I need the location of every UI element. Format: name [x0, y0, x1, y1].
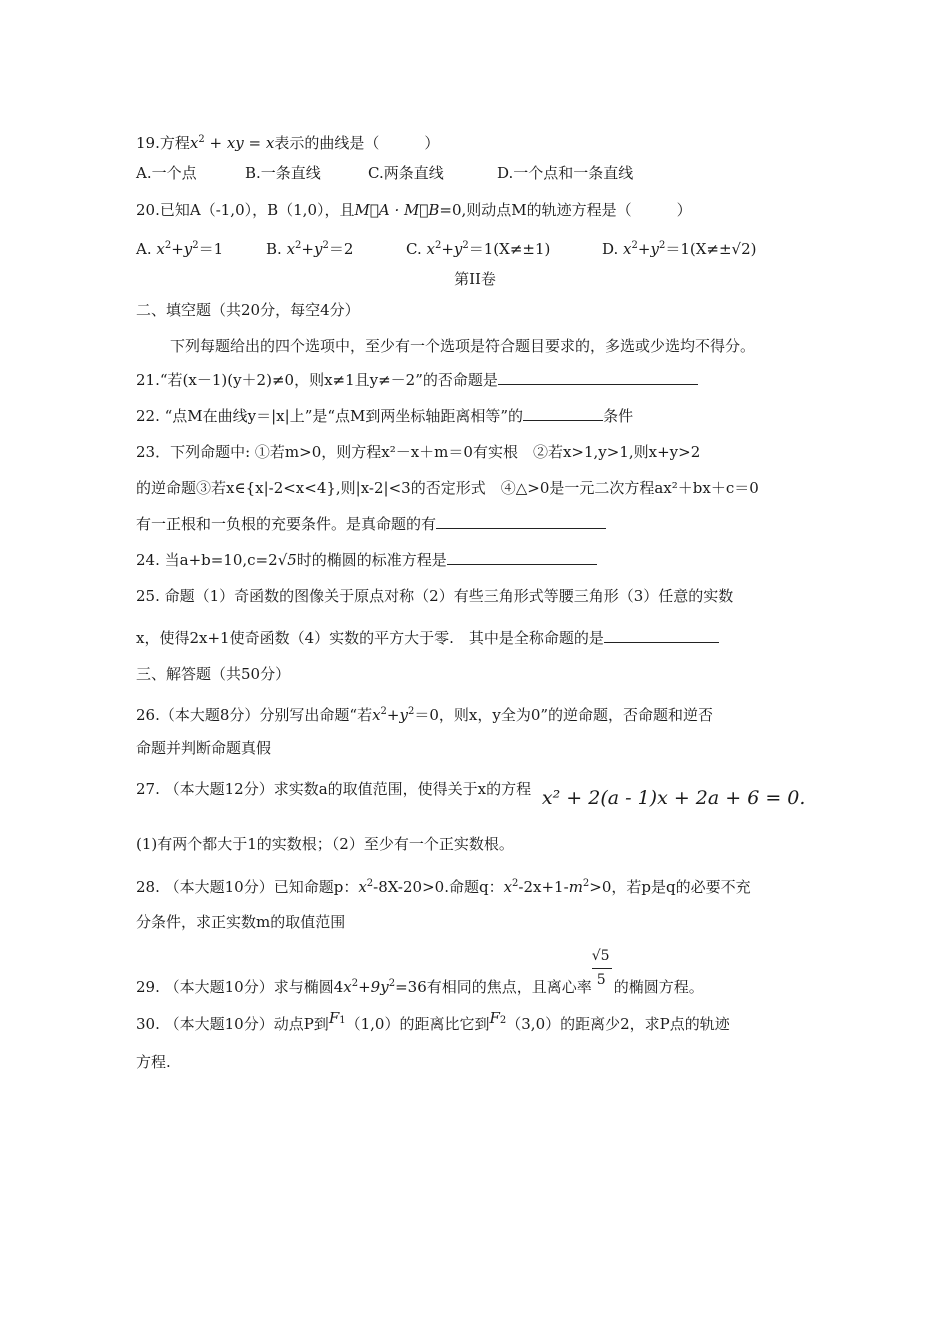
q20-stem [136, 200, 692, 220]
q19-option-a: A.一个点 [136, 164, 197, 182]
q24-sqrt5: √5 [277, 551, 297, 569]
q30-text-end: （3,0）的距离少2，求P点的轨迹 [506, 1015, 730, 1033]
q28-line-2: 分条件，求正实数m的取值范围 [136, 913, 346, 931]
q29-fraction [591, 948, 614, 992]
q30-text-mid: （1,0）的距离比它到 [345, 1015, 490, 1033]
q27-text: 27. （本大题12分）求实数a的取值范围，使得关于x的方程 [136, 780, 532, 798]
q27-line-2: (1)有两个都大于1的实数根；（2）至少有一个正实数根。 [136, 835, 514, 853]
q30-line-2: 方程. [136, 1053, 171, 1071]
q20-option-a: A. $x^2+y^2=1$ [136, 240, 224, 258]
section-answer-heading: 三、解答题（共50分） [136, 665, 291, 683]
q26-line-2: 命题并判断命题真假 [136, 739, 272, 757]
q25-text: x，使得2x+1使奇函数（4）实数的平方大于零. 其中是全称命题的是 [136, 629, 604, 647]
section-fill-in-note: 下列每题给出的四个选项中，至少有一个选项是符合题目要求的，多选或少选均不得分。 [170, 337, 756, 355]
q29-fraction-denominator: 5 [596, 972, 606, 988]
q19-option-c: C.两条直线 [368, 164, 444, 182]
q19-option-b: B.一条直线 [245, 164, 321, 182]
q26-equation: $x^2+y^2$ [372, 706, 415, 724]
q29-fraction-numerator: √5 [591, 948, 610, 964]
q21-answer-blank[interactable] [498, 370, 698, 385]
q23-text: 有一正根和一负根的充要条件。是真命题的有 [136, 515, 437, 533]
q25-line-1: 25. 命题（1）奇函数的图像关于原点对称（2）有些三角形式等腰三角形（3）任意的实数 [136, 587, 734, 605]
q23-line-2: 的逆命题③若x∈{x|-2<x<4},则|x-2|<3的否定形式 ④△>0是一元二次方程ax²＋bx＋c＝0 [136, 479, 759, 497]
q28-text-end: >0，若p是q的必要不充 [589, 878, 751, 896]
q22-answer-blank[interactable] [523, 406, 603, 421]
q28-text-mid-2: -2x+1- [518, 878, 569, 896]
q22-text-end: 条件 [603, 407, 634, 425]
q19-stem [136, 130, 439, 153]
q29 [136, 948, 704, 997]
q30-line-1 [136, 1009, 730, 1037]
q24 [136, 550, 597, 570]
q20-vector-product: M⃗A · M⃗B [354, 201, 440, 219]
q28-x-squared: $x^2$ [358, 878, 374, 896]
q20-text: 20.已知A（-1,0），B（1,0），且 [136, 201, 355, 219]
q28-text-mid: -8X-20>0.命题q： [373, 878, 504, 896]
q20-option-d: D. $x^2+y^2=1(X\ne\pm√2)$ [602, 240, 757, 258]
section-fill-in-heading: 二、填空题（共20分，每空4分） [136, 301, 360, 319]
q25-answer-blank[interactable] [604, 628, 719, 643]
q19-options [136, 163, 634, 183]
q30-f1: F1 [328, 1009, 346, 1027]
q26-line-1 [136, 702, 713, 725]
q26-text-end: ＝0，则x，y全为0”的逆命题，否命题和逆否 [414, 706, 714, 724]
q24-text: 24. 当a+b=10,c=2 [136, 551, 278, 569]
q25-line-2 [136, 628, 719, 648]
q30-text: 30. （本大题10分）动点P到 [136, 1015, 329, 1033]
q29-text-mid: =36有相同的焦点，且离心率 [395, 978, 592, 996]
q22 [136, 406, 633, 426]
q20-option-b: B. $x^2+y^2=2$ [266, 240, 354, 258]
q28-x-squared-2: $x^2$ [503, 878, 519, 896]
q29-fraction-bar [592, 968, 612, 969]
q19-number: 19. [136, 134, 160, 152]
q24-answer-blank[interactable] [447, 550, 597, 565]
q30-f2: F2 [489, 1009, 507, 1027]
q28-text: 28. （本大题10分）已知命题p： [136, 878, 359, 896]
q27-line-1 [136, 778, 806, 809]
q28-m-squared: $m^2$ [568, 878, 590, 896]
q29-ellipse-terms: $x^2+9y^2$ [343, 978, 396, 996]
q28-line-1 [136, 874, 751, 897]
q24-text-end: 时的椭圆的标准方程是 [296, 551, 447, 569]
q21 [136, 370, 698, 390]
volume-ii-heading: 第II卷 [454, 270, 496, 288]
q29-text-end: 的椭圆方程。 [613, 978, 704, 996]
q23-answer-blank[interactable] [436, 514, 606, 529]
q19-equation: $x^2$ + xy = x [189, 134, 275, 152]
q19-text-end: 表示的曲线是（ ） [274, 134, 440, 152]
q19-text: 方程 [159, 134, 190, 152]
q20-options [136, 236, 816, 258]
q29-text: 29. （本大题10分）求与椭圆4 [136, 978, 344, 996]
q21-text: 21.“若(x－1)(y＋2)≠0，则x≠1且y≠－2”的否命题是 [136, 371, 498, 389]
q20-option-c: C. $x^2+y^2=1(X\ne\pm 1)$ [406, 240, 551, 258]
q22-text: 22. “点M在曲线y＝|x|上”是“点M到两坐标轴距离相等”的 [136, 407, 524, 425]
q19-option-d: D.一个点和一条直线 [497, 164, 634, 182]
q26-text: 26.（本大题8分）分别写出命题“若 [136, 706, 373, 724]
q20-text-end: =0,则动点M的轨迹方程是（ ） [439, 201, 692, 219]
q23-line-3 [136, 514, 606, 534]
q23-line-1: 23．下列命题中: ①若m>0，则方程x²－x＋m＝0有实根 ②若x>1,y>1,则x+y>2 [136, 443, 701, 461]
q27-equation: x² + 2(a - 1)x + 2a + 6 = 0. [541, 787, 806, 809]
